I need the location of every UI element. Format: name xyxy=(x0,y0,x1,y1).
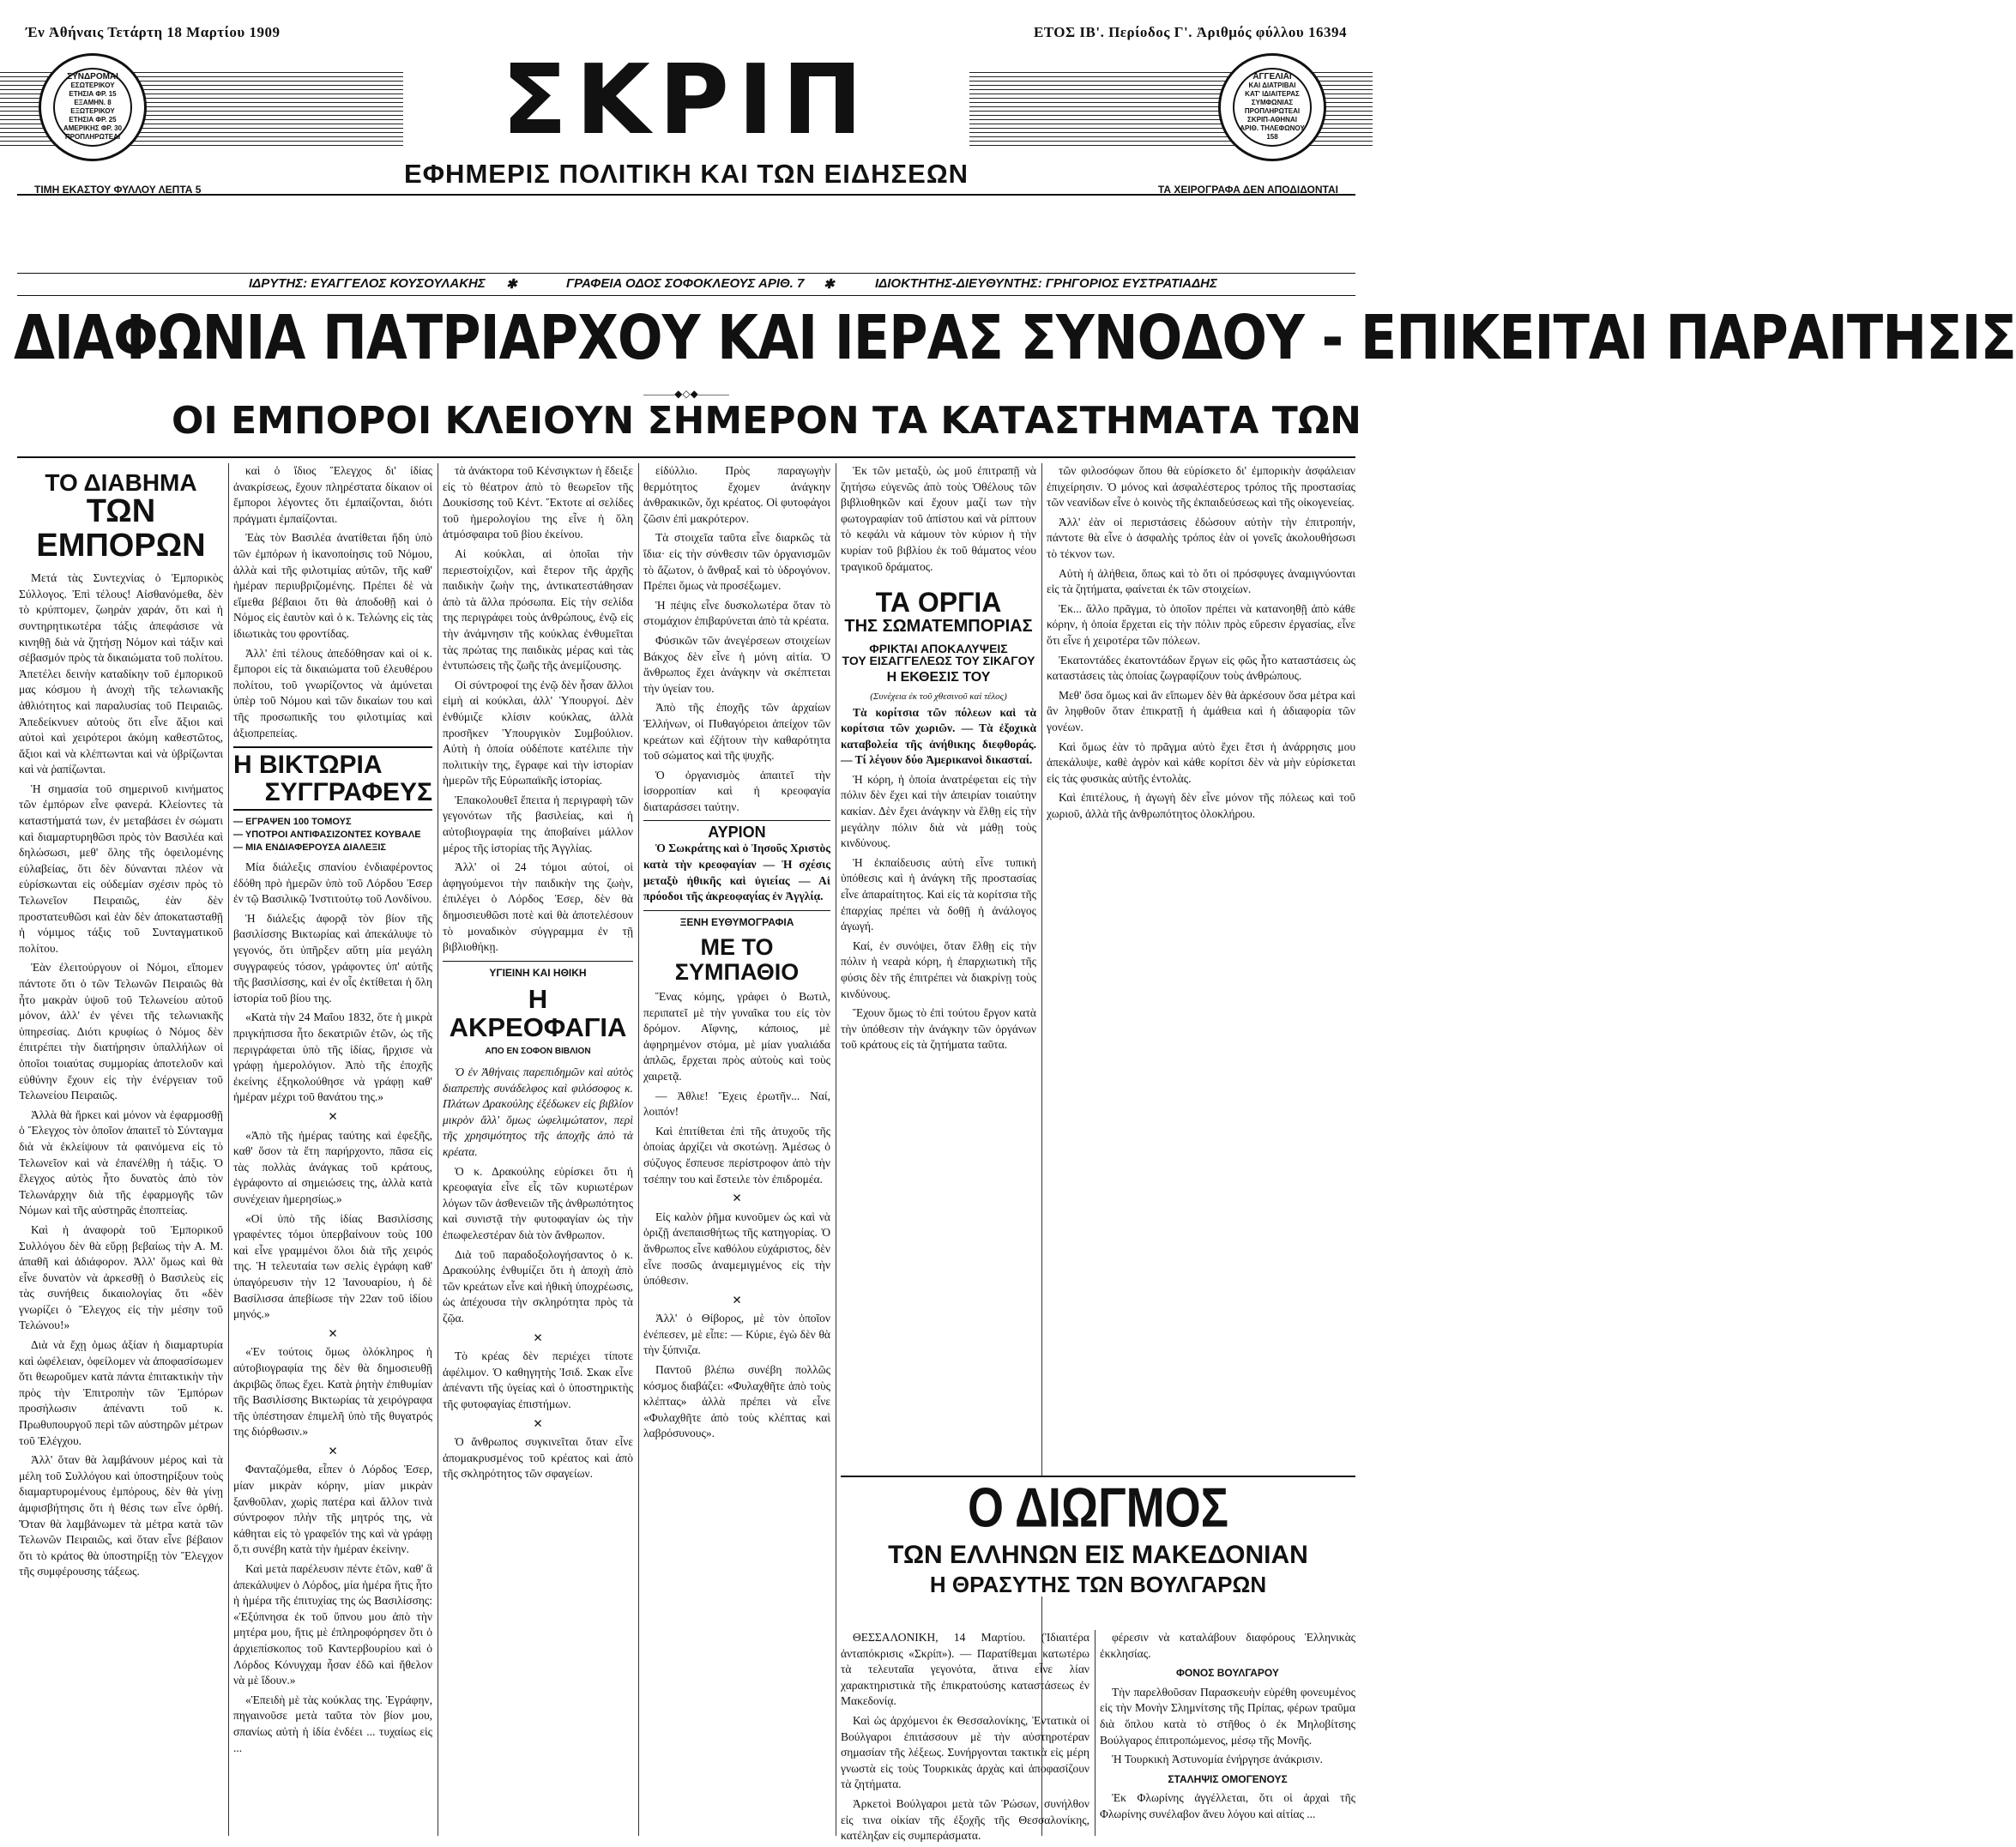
paragraph: Αὐτὴ ἡ ἀλήθεια, ὅπως καὶ τὸ ὅτι οἱ πρόσφυγες ἀναμιγνύονται εἰς τὰ ζητήματα, φαίνεται ἐκ τῶν στοιχείων. xyxy=(1047,566,1355,596)
paragraph: Ἐπακολουθεῖ ἔπειτα ἡ περιγραφὴ τῶν γεγονότων τῆς βασιλείας, καὶ ἡ αὐτοβιογραφία της ἀποβαίνει μάλλον μέρος τῆς ἱστορίας τῆς Ἀγγλίας. xyxy=(443,793,633,854)
macedonia-column-b xyxy=(1100,1630,1355,1836)
paragraph: «Ἐν τούτοις ὅμως ὁλόκληρος ἡ αὐτοβιογραφία της δὲν θὰ δημοσιευθῇ ἀκριβῶς ὅπως ἔχει. Κατὰ ῥητὴν ἐπιθυμίαν τῆς Βασιλίσσης Βικτωρίας τὰ χειρόγραφα τῆς ὑπέστησαν ἐπιμελῆ ὑπὸ τῆς θυγατρός της διόρθωσιν.» xyxy=(233,1345,432,1439)
paragraph: Ἐὰν ἐλειτούργουν οἱ Νόμοι, εἴπομεν πάντοτε ὅτι ὁ τῶν Τελωνῶν Πειραιῶς θὰ ἦτο μακρὰν ὑψοῦ τοῦ Τελωνείου αὐτοῦ μόνον, ἀλλ' ἐν γένει τῆς τελωνιακῆς ὑπηρεσίας. Διότι κρυφίως ὁ Νόμος δὲν ἐπιτρέπει τὴν διατήρησιν ὑπαλλήλων οἱ ὁποῖοι τοιαύτας συμμορίας ἀποτελοῦν καὶ εὐθύνην ἔχουν εἰς τὴν ἐνέργειαν τοῦ Τελωνείου Πειραιῶς. xyxy=(19,961,223,1102)
article-title-orgies: ΤΑ ΟΡΓΙΑ xyxy=(875,587,1002,619)
section-x-mark: ✕ xyxy=(533,1331,543,1344)
macedonia-article xyxy=(841,1476,1355,1597)
continuation-note: (Συνέχεια ἐκ τοῦ χθεσινοῦ καὶ τέλος) xyxy=(870,691,1007,702)
paragraph: Ἀλλ' ἐὰν οἱ περιστάσεις ἐδώσουν αὐτὴν τὴν ἐπιτροπήν, πάντοτε θὰ εἶνε ὁ ἀσφαλὴς τρόπος ἐὰν οἱ γονεῖς ἀκολουθήσωσι τὸ τέκνον των. xyxy=(1047,515,1355,560)
article-title-orgies-2: ΤΗΣ ΣΩΜΑΤΕΜΠΟΡΙΑΣ xyxy=(844,616,1033,636)
section-label-humor: ΞΕΝΗ ΕΥΘΥΜΟΓΡΑΦΙΑ xyxy=(643,910,830,931)
info-rule-top xyxy=(17,273,1355,274)
article-title-victoria: Η ΒΙΚΤΩΡΙΑ xyxy=(233,751,383,780)
paragraph: Ὁ ὀργανισμὸς ἀπαιτεῖ τὴν ἰσορροπίαν καὶ ἡ κρεοφαγία διαταράσσει ταύτην. xyxy=(643,768,830,813)
paragraph: Διὰ νὰ ἔχῃ ὁμως ἀξίαν ἡ διαμαρτυρία καὶ ὠφέλειαν, ὀφείλομεν νὰ ἀποφασίσωμεν ὅτι θεωροῦμεν κατὰ πάντα ἐπιτακτικὴν τὴν πρὸς τὴν Ἐπιτροπὴν τῶν Ἐμπόρων προσήλωσιν ἀπέναντι τοῦ κ. Πρωθυπουργοῦ περὶ τῶν αὐστηρῶν μέτρων τοῦ Ἐλέγχου. xyxy=(19,1338,223,1447)
paragraph: Καὶ ἡ ἀναφορὰ τοῦ Ἐμπορικοῦ Συλλόγου δὲν θὰ εὕρῃ βεβαίως τὴν Α. Μ. ἀπαθῆ καὶ ἀδιάφορον. Ἀλλ' ὅμως καὶ θὰ εἶνε δυνατὸν νὰ ἀρκεσθῇ ὁ Βασιλεὺς εἰς τὰς συνήθεις δικαιολογίας ὅτι «δὲν γνωρίζει ὁ Ἔλεγχος εἰς τὴν μέσην τοῦ Τελώνου!» xyxy=(19,1222,223,1332)
paragraph: «Οἱ ὑπὸ τῆς ἰδίας Βασιλίσσης γραφέντες τόμοι ὑπερβαίνουν τοὺς 100 καὶ εἶνε γραμμένοι ὅλοι διὰ τῆς χειρός της. Ἡ τελευταία των σελὶς ἐγράφη καθ' ὑπαγόρευσιν τὴν 12 Ἰανουαρίου, ἡ δὲ Βασίλισσα ἀπεβίωσε τὴν 22αν τοῦ ἰδίου μηνός.» xyxy=(233,1211,432,1321)
paragraph: Μεθ' ὅσα ὅμως καὶ ἂν εἴπωμεν δὲν θὰ ἀρκέσουν ὅσα μέτρα καὶ ἂν ληφθοῦν ὅταν ἐπικρατῇ ἡ ἀμάθεια καὶ ἡ ἀδιαφορία τῶν γονέων. xyxy=(1047,688,1355,733)
paragraph: Μία διάλεξις σπανίου ἐνδιαφέροντος ἐδόθη πρὸ ἡμερῶν ὑπὸ τοῦ Λόρδου Ἐσερ ἐν τῷ Βασιλικῷ Ἰνστιτούτῳ τοῦ Λονδίνου. xyxy=(233,860,432,906)
paragraph: «Κατὰ τὴν 24 Μαΐου 1832, ὅτε ἡ μικρὰ πριγκήπισσα ἦτο δεκατριῶν ἐτῶν, ὡς τῆς περιγράφεται ὑπὸ τῆς ἰδίας, ἤρχισε νὰ γράφῃ ἡμερολόγιον. Ἀπὸ τῆς ἐποχῆς ἐκείνης ἐξηκολούθησε νὰ γράφῃ καθ' ἡμέραν μέχρι τοῦ θανάτου της.» xyxy=(233,1011,432,1104)
section-x-mark: ✕ xyxy=(533,1416,543,1430)
paragraph: καὶ ὁ ἴδιος Ἔλεγχος δι' ἰδίας ἀνακρίσεως, ἔχουν πληρέστατα δίκαιον οἱ ἔμποροι λέγοντες ὅτι ἐμπαίζονται, διότι πράγματι ἐμπαίζονται. xyxy=(233,464,432,525)
article-sub-prosecutor: ΤΟΥ ΕΙΣΑΓΓΕΛΕΩΣ ΤΟΥ ΣΙΚΑΓΟΥ xyxy=(842,654,1035,668)
newspaper-title: ΣΚΡΙΠ xyxy=(501,45,872,156)
paragraph: Φανταζόμεθα, εἶπεν ὁ Λόρδος Ἐσερ, μίαν μικρὰν κόρην, μίαν μικρὰν ξανθοῦλαν, χωρὶς πατέρα καὶ ἄλλον τινὰ σύντροφον πλὴν τῆς μητρός της, νὰ κάθηται εἰς τὸ γραφεῖόν της καὶ νὰ γράφῃ ὅ,τι συνέβη κατὰ τὴν ἡμέραν ἐκείνην. xyxy=(233,1463,432,1556)
paragraph: Ἀλλ' ἐπὶ τέλους ἀπεδόθησαν καὶ οἱ κ. ἔμποροι εἰς τὰ δικαιώματα τοῦ ἐλευθέρου πολίτου, τοῦ γνωρίζοντος νὰ ἀμύνεται ὑπὲρ τοῦ Νόμου καὶ τῶν δικαίων του καὶ τῆς προσωπικῆς του φιλοτιμίας καὶ ἀξιοπρεπείας. xyxy=(233,646,432,739)
date-line: Έν Ἀθήναις Τετάρτη 18 Μαρτίου 1909 xyxy=(26,24,281,40)
paragraph: «Ἀπὸ τῆς ἡμέρας ταύτης καὶ ἐφεξῆς, καθ' ὅσον τὰ ἔτη παρήρχοντο, πᾶσα εἰς τὰς πολλὰς ἀνάγκας τοῦ κράτους, ἐγράφοντο αἱ σημειώσεις της, ἀλλὰ κατὰ συνέχειαν ἡμερησίως.» xyxy=(233,1128,432,1205)
paragraph: Ἡ κόρη, ἡ ὁποία ἀνατρέφεται εἰς τὴν πόλιν δὲν ἔχει καὶ τὴν ἀπειρίαν τοιαύτην κακίαν. Δὲν ἔχει ἀνάγκην νὰ ἔλθῃ εἰς τὴν μεγάλην πόλιν διὰ νὰ μάθῃ τοὺς κινδύνους. xyxy=(841,772,1036,850)
paragraph: Ὁ ἐν Ἀθήναις παρεπιδημῶν καὶ αὐτὸς διαπρεπὴς συνάδελφος καὶ φιλόσοφος κ. Πλάτων Δρακούλης ἐξέδωκεν εἰς βιβλίον μικρὸν ἄλλ' ὅμως ὠφελιμώτατον, περὶ τῆς χρησιμότητος τῆς ἀποχῆς ἀπὸ τὰ κρέατα. xyxy=(443,1065,633,1159)
section-label-murder: ΦΟΝΟΣ ΒΟΥΛΓΑΡΟΥ xyxy=(1176,1667,1279,1680)
offices-label: ΓΡΑΦΕΙΑ ΟΔΟΣ ΣΟΦΟΚΛΕΟΥΣ ΑΡΙΘ. 7 xyxy=(566,276,805,291)
bullet-item: — ΕΓΡΑΨΕΝ 100 ΤΟΜΟΥΣ xyxy=(233,817,352,828)
paragraph: τὰ ἀνάκτορα τοῦ Κένσιγκτων ἡ ἔδειξε εἰς τὸ θέατρον ἀπὸ τὸ θεωρεῖον τῆς Δουκίσσης τοῦ Κέντ. Ἔκτοτε αἱ σελίδες τοῦ ἡμερολογίου της εἶνε ἡ ὅλη ἀτμόσφαιρα τοῦ βίου ἐκείνου. xyxy=(443,464,633,541)
star-separator: ✱ xyxy=(506,277,517,292)
tomorrow-label: ΑΥΡΙΟΝ xyxy=(643,820,830,841)
paragraph: Καὶ ἐπιτέλους, ἡ ἀγωγὴ δὲν εἶνε μόνον τῆς πόλεως καὶ τοῦ χωριοῦ, ἀλλὰ τῆς ἀνθρωπότητος ὁλοκλήρου. xyxy=(1047,791,1355,820)
article-sub-revelations: ΦΡΙΚΤΑΙ ΑΠΟΚΑΛΥΨΕΙΣ xyxy=(869,641,1008,655)
paragraph: Καί, ἐν συνόψει, ὅταν ἔλθῃ εἰς τὴν πόλιν ἡ νεαρὰ κόρη, ἡ ἐπαρχιωτικὴ τῆς φύσις δὲν τῆς ἐπιτρέπει νὰ διακρίνῃ τοὺς κινδύνους. xyxy=(841,939,1036,1000)
owner-label: ΙΔΙΟΚΤΗΤΗΣ-ΔΙΕΥΘΥΝΤΗΣ: ΓΡΗΓΟΡΙΟΣ ΕΥΣΤΡΑΤΙΑΔΗΣ xyxy=(875,276,1217,291)
ornament-divider: ———◆◇◆——— xyxy=(643,388,729,400)
paragraph: Ἀρκετοὶ Βούλγαροι μετὰ τῶν Ῥώσων, συνήλθον εἰς τινα οἰκίαν τῆς ἐξοχῆς τῆς Θεσσαλονίκης, κατέληξαν εἰς συμπεράσματα. xyxy=(841,1796,1089,1843)
paragraph: Καὶ μετὰ παρέλευσιν πέντε ἐτῶν, καθ' ἃ ἀπεκάλυψεν ὁ Λόρδος, μία ἡμέρα ἥτις ἦτο ἡ ἡμέρα τῆς ἐπιτυχίας της ὡς Βασιλίσσης: «Ἐξύπνησα ἐκ τοῦ ὕπνου μου ἀπὸ τὴν μητέρα μου, ἥτις μὲ ἐπληροφόρησεν ὅτι ὁ ἀρχιεπίσκοπος τοῦ Καντερβουρίου καὶ ὁ Λόρδος Κόνυγχαμ ἦσαν ἐδῶ καὶ ἤθελον νὰ μὲ ἴδουν.» xyxy=(233,1562,432,1687)
article-title-traders: ΤΟ ΔΙΑΒΗΜΑ xyxy=(45,469,197,496)
paragraph: Διὰ τοῦ παραδοξολογήσαντος ὁ κ. Δρακούλης ἐνθυμίζει ὅτι ἡ ἀποχὴ ἀπὸ τῶν κρεάτων εἶνε καὶ ἠθικὴ ὑποχρέωσις, ὡς ἀπέχουσα τὴν σκληρότητα πρὸς τὰ ζῷα. xyxy=(443,1247,633,1325)
paragraph: Τὰ στοιχεῖα ταῦτα εἶνε διαρκῶς τὰ ἴδια· εἰς τὴν σύνθεσιν τῶν ὀργανισμῶν τὸ ἄζωτον, ὁ ἄνθραξ καὶ τὸ ὑδρογόνον. Πρέπει ὅμως νὰ προσέξωμεν. xyxy=(643,531,830,593)
paragraph: Ἐκ Φλωρίνης ἀγγέλλεται, ὅτι οἱ ἀρχαὶ τῆς Φλωρίνης συνέλαβον ἄνευ λόγου καὶ αἰτίας ... xyxy=(1100,1791,1355,1820)
paragraph: Ἡ διάλεξις ἀφορᾷ τὸν βίον τῆς βασιλίσσης Βικτωρίας καὶ ἀπεκάλυψε τὸ γεγονός, ὅτι ὑπῆρξεν αὕτη μία μεγάλη συγγραφεύς τόσον, γράφοντες ὑπ' αὐτῆς τῆς βασιλίσσης, καὶ ἐν οἷς ἐκτίθεται ἡ ὅλη ἱστορία τοῦ βίου της. xyxy=(233,911,432,1005)
paragraph: Τὸ κρέας δὲν περιέχει τίποτε ἀφέλιμον. Ὁ καθηγητὴς Ἰσιδ. Σκακ εἶνε ἀπέναντι τῆς ὑγείας καὶ ὁ ὑποστηρικτὴς τῆς φυτοφαγίας ἐπιστήμων. xyxy=(443,1349,633,1410)
column-divider xyxy=(638,463,639,1836)
header-rule xyxy=(17,194,1355,196)
section-x-mark: ✕ xyxy=(732,1293,742,1307)
paragraph: Ἐὰς τὸν Βασιλέα ἀνατίθεται ἤδη ὑπὸ τῶν ἐμπόρων ἡ ἱκανοποίησις τοῦ Νόμου, ἀλλὰ καὶ τῆς φιλοτιμίας αὐτῶν, τῆς καθ' ἡμέραν περιυβριζομένης. Πρέπει δὲ νὰ εἴμεθα βέβαιοι ὅτι θὰ ἀποδοθῇ καὶ ὁ Νόμος εἰς ἑαυτὸν καὶ ὁ κ. Τελώνης εἰς τὰς ἰδιωτικὰς του φροντίδας. xyxy=(233,531,432,640)
paragraph: Ἀλλὰ θὰ ἤρκει καὶ μόνον νὰ ἐφαρμοσθῇ ὁ Ἔλεγχος τὸν ὁποῖον ἀπαιτεῖ τὸ Σύνταγμα διὰ νὰ ἐκλείψουν τὰ φαινόμενα εἰς τὸ Τελωνεῖον καὶ νὰ ἐπανέλθῃ ἡ τάξις. Ὁ ἔλεγχος αὐτὸς ἦτο δυνατὸς ἀπὸ τὸν Τελωνάρχην διὰ τῆς ἐφαρμογῆς τῶν Νόμων καὶ τῆς αὐστηρᾶς ἐποπτείας. xyxy=(19,1108,223,1217)
paragraph: ΘΕΣΣΑΛΟΝΙΚΗ, 14 Μαρτίου. (Ἰδιαιτέρα ἀνταπόκρισις «Σκρίπ»). — Παρατίθεμαι κατωτέρω τὰ τελευταῖα γεγονότα, ἅτινα εἶνε λίαν χαρακτηριστικὰ τῆς ἐπικρατούσης καταστάσεως ἐν Μακεδονίᾳ. xyxy=(841,1631,1089,1708)
paragraph: Ἔχουν ὅμως τὸ ἐπὶ τούτου ἔργον κατὰ τὴν ὑπόθεσιν τὴν ἀνάγκην τῶν ὀργάνων τοῦ κράτους εἰς τὰ ζητήματα ταῦτα. xyxy=(841,1006,1036,1052)
issue-line: ΕΤΟΣ ΙΒ'. Περίοδος Γ'. Ἀριθμός φύλλου 16394 xyxy=(1033,24,1347,40)
manuscripts-label: ΤΑ ΧΕΙΡΟΓΡΑΦΑ ΔΕΝ ΑΠΟΔΙΔΟΝΤΑΙ xyxy=(1157,184,1338,196)
macedonia-column-a xyxy=(841,1630,1089,1843)
article-title-persecution: Ο ΔΙΩΓΜΟΣ xyxy=(968,1476,1228,1539)
paragraph: Ἡ Τουρκικὴ Ἀστυνομία ἐνήργησε ἀνάκρισιν. xyxy=(1112,1753,1323,1766)
advertisements-stamp: ΑΓΓΕΛΙΑΙ ΚΑΙ ΔΙΑΤΡΙΒΑΙ ΚΑΤ' ΙΔΙΑΙΤΕΡΑΣ ΣΥΜΦΩΝΙΑΣ ΠΡΟΠΛΗΡΩΤΕΑΙ ΣΚΡΙΠ-ΑΘΗΝΑΙ ΑΡΙΘ. ΤΗΛΕΦΩΝΟΥ 158 xyxy=(1218,53,1326,161)
paragraph: Παντοῦ βλέπω συνέβη πολλῶς κόσμος διαβάζει: «Φυλαχθῆτε ἀπὸ τοὺς κλέπτας» ἀλλὰ πρέπει νὰ εἶνε «Φυλαχθῆτε ἀπὸ τοὺς κλέπτας καὶ λαβρόσυνους». xyxy=(643,1363,830,1440)
subscriptions-stamp: ΣΥΝΔΡΟΜΑΙ ΕΣΩΤΕΡΙΚΟΥ ΕΤΗΣΙΑ ΦΡ. 15 ΕΞΑΜΗΝ. 8 ΕΞΩΤΕΡΙΚΟΥ ΕΤΗΣΙΑ ΦΡ. 25 ΑΜΕΡΙΚΗΣ ΦΡ. 30 ΠΡΟΠΛΗΡΩΤΕΑΙ xyxy=(39,53,147,161)
paragraph: Καὶ ἐπιτίθεται ἐπὶ τῆς ἀτυχοῦς τῆς ὁποίας ἀρχίζει νὰ σκοτώνῃ. Ἀμέσως ὁ σύζυγος ἔσπευσε περίστροφον ἀπὸ τὴν τσέπην του καὶ ἔστειλε τὸν ἐπιδρομέα. xyxy=(643,1124,830,1186)
section-x-mark: ✕ xyxy=(328,1326,338,1340)
paragraph: φέρεσιν νὰ καταλάβουν διαφόρους Ἑλληνικὰς ἐκκλησίας. xyxy=(1100,1631,1355,1660)
paragraph: Φύσικῶν τῶν ἀνεγέρσεων στοιχείων Βάκχος δὲν εἶνε ἡ μόνη αἰτία. Ὁ ἄνθρωπος ἔχει ἀνάγκην νὰ σκέπτεται τὴν ὑγείαν του. xyxy=(643,633,830,695)
paragraph: Ἀπὸ τῆς ἐποχῆς τῶν ἀρχαίων Ἑλλήνων, οἱ Πυθαγόρειοι ἀπείχον τῶν κρεάτων καὶ ἐζήτουν τὴν καθαρότητα τοῦ σώματος καὶ τῆς ψυχῆς. xyxy=(643,701,830,763)
paragraph: Ἡ πέψις εἶνε δυσκολωτέρα ὅταν τὸ στομάχιον ἐπιβαρύνεται ἀπὸ τὰ κρέατα. xyxy=(643,598,830,628)
lead-paragraph: Τὰ κορίτσια τῶν πόλεων καὶ τὰ κορίτσια τῶν χωριῶν. — Τὰ ἐξοχικὰ καταβολεία τῆς ἀνήθικης διεφθοράς. — Τί λέγουν δύο Ἀμερικανοὶ δικασταί. xyxy=(841,705,1036,767)
victoria-bullets xyxy=(233,816,432,854)
column-divider xyxy=(228,463,229,1836)
paragraph: Εἰς καλὸν ῥῆμα κυνοῦμεν ὡς καὶ νὰ ὁριζῇ ἀνεπαισθήτως τῆς κατηγορίας. Ὁ ἄνθρωπος εἶνε καθόλου εὐχάριστος, δὲν εἶνε ποσῶς ἀναμεμιγμένος εἰς τὴν ὑπόθεσιν. xyxy=(643,1210,830,1288)
bullet-item: — ΜΙΑ ΕΝΔΙΑΦΕΡΟΥΣΑ ΔΙΑΛΕΞΙΣ xyxy=(233,842,386,854)
paragraph: Ἀλλ' οἱ 24 τόμοι αὐτοί, οἱ ἀφηγούμενοι τὴν παιδικὴν της ζωὴν, ἐπιλέγει ὁ Λόρδος Ἐσερ, δὲν θὰ δημοσιευθῶσι ποτὲ καὶ θὰ ἀποτελέσουν τὸ μοναδικὸν σύγγραμμα ἐν τῇ βιβλιοθήκῃ. xyxy=(443,860,633,954)
article-title-sympathy: ΜΕ ΤΟ ΣΥΜΠΑΘΙΟ xyxy=(674,934,800,985)
paragraph: Ἕνας κόμης, γράφει ὁ Βωτιλ, περιπατεῖ μὲ τὴν γυναῖκα του εἰς τὸν δρόμον. Αἴφνης, κάποιος, μὲ ἀφηρημένον στόμα, μὲ μίαν γυαλιάδα ἁπλῶς, ἔρχεται πρὸς αὐτοὺς καὶ τοὺς χαιρετᾷ. xyxy=(643,990,830,1083)
column-6 xyxy=(1047,463,1355,1476)
column-1 xyxy=(19,463,223,1836)
paragraph: Ἡ ἐκπαίδευσις αὐτὴ εἶνε τυπική ὑπόθεσις καὶ ἡ ἀνάγκη τῆς προστασίας εἶνε ἀπαραίτητος. Καὶ εἰς τὰ κορίτσια τῆς ἐπαρχίας πρέπει νὰ δοθῇ ἡ ἀνάλογος ἀγωγή. xyxy=(841,855,1036,933)
bullet-item: — ΥΠΟΤΡΟΙ ΑΝΤΙΦΑΣΙΖΟΝΤΕΣ ΚΟΥΒΑΛΕ xyxy=(233,830,421,841)
column-4 xyxy=(643,463,830,1836)
paragraph: Ἐκατοντάδες ἐκατοντάδων ἔργων εἰς φῶς ἦτο καταστάσεις ὡς καταστάσεις τὰς ὁποίας ζωγραφίζουν τοὺς ἀνθρώπους. xyxy=(1047,653,1355,683)
headline-rule xyxy=(17,456,1355,458)
section-x-mark: ✕ xyxy=(328,1444,338,1458)
paragraph: Οἱ σύντροφοί της ἐνῷ δὲν ἦσαν ἄλλοι εἰμὴ αἱ κούκλαι, ἀλλ' Ὑπουργοί. Δὲν ἐνθύμιζε κλίσιν κούκλας, ἀλλὰ προσῆκεν Ὑπουργικὸν Συμβούλιον. Αὐτὴ ἡ ὁποία οὐδέποτε κατέλιπε τὴν πολιτικὴν της, ἔγραφε καὶ τὴν ἱστορίαν ἡμερῶν τῆς Εὐρωπαϊκῆς ἱστορίας. xyxy=(443,678,633,788)
paragraph: Ἀλλ' ὁ Θίβορος, μὲ τὸν ὁποῖον ἐνέπεσεν, μὲ εἶπε: — Κύριε, ἐγὼ δὲν θὰ τὴν ξύπνιζα. xyxy=(643,1312,830,1357)
paragraph: Ἐκ... ἄλλο πρᾶγμα, τὸ ὁποῖον πρέπει νὰ κατανοηθῇ ἀπὸ κάθε κόρην, ἡ ὁποία ἔρχεται εἰς τὴν πόλιν πρὸς εὕρεσιν ἐργασίας, εἶνε ὅτι εἶνε ἡ χειροτέρα τῶν πόλεων. xyxy=(1047,601,1355,647)
founder-label: ΙΔΡΥΤΗΣ: ΕΥΑΓΓΕΛΟΣ ΚΟΥΣΟΥΛΑΚΗΣ xyxy=(249,276,486,291)
paragraph: Ὁ ἄνθρωπος συγκινεῖται ὅταν εἶνε ἀπομακρυσμένος τοῦ κρέατος καὶ ἀπὸ τῆς σκληρότητος τῶν σφαγείων. xyxy=(443,1435,633,1481)
paragraph: Καὶ ὡς ἀρχόμενοι ἐκ Θεσσαλονίκης, Ἐντατικὰ οἱ Βούλγαροι ἐπιτάσσουν μὲ τὴν αὐστηροτέραν σημασίαν τῆς λέξεως. Συνήργονται τακτικὰ εἰς μέρη γνωστὰ εἰς τοὺς Τουρκικὰς ἀρχὰς καὶ ἀποφασίζουν τὰ ζητήματα. xyxy=(841,1713,1089,1791)
newspaper-subtitle: ΕΦΗΜΕΡΙΣ ΠΟΛΙΤΙΚΗ ΚΑΙ ΤΩΝ ΕΙΔΗΣΕΩΝ xyxy=(403,159,969,189)
paragraph: Ἐκ τῶν μεταξὺ, ὡς μοῦ ἐπιτραπῇ νὰ ζητήσω εὐγενῶς ἀπὸ τοὺς Ὁθέλους τῶν βιβλιοθηκῶν καὶ ἔχουν μαζί των τὴν φωτογραφίαν τοῦ ἀπίστου καὶ νὰ ρίπτουν τὸ κεφάλι νὰ κάμουν τὸν κύριον ἡ τὴν κυρίαν τοῦ βιβλίου ἐκ τοῦ θάματος νέου τραγικοῦ δράματος. xyxy=(841,464,1036,573)
paragraph: Ὁ κ. Δρακούλης εὑρίσκει ὅτι ἡ κρεοφαγία εἶνε εἷς τῶν κυριωτέρων λόγων τῶν ἀσθενειῶν τῆς ἀνθρωπότητος καὶ συνιστᾷ τὴν φυτοφαγίαν ὡς τὴν ἐπωφελεστέραν διὰ τὸν ἄνθρωπον. xyxy=(443,1164,633,1242)
paragraph: «Ἐπειδὴ μὲ τὰς κούκλας της. Ἐγράφην, πηγαινοῦσε μετὰ ταῦτα τὸν βίον μου, σπανίως αὐτὴ ἡ ἰδία ἐνδέει ... τυχαίως εἰς ... xyxy=(233,1693,432,1754)
paragraph: — Ἀθλιε! Ἔχεις ἐρωτῆν... Ναί, λοιπόν! xyxy=(643,1089,830,1119)
paragraph: εἰδύλλιο. Πρὸς παραγωγὴν θερμότητος ἔχομεν ἀνάγκην ἀνθρακικῶν, ὄχι κρέατος. Οἱ φυτοφάγοι ζῶσιν ἐπὶ μακρότερον. xyxy=(643,464,830,525)
star-separator: ✱ xyxy=(824,277,835,292)
tomorrow-text: Ὁ Σωκράτης καὶ ὁ Ἰησοῦς Χριστὸς κατὰ τὴν κρεοφαγίαν — Ἡ σχέσις μεταξὺ ἠθικῆς καὶ ὑγιείας — Αἱ πρόοδοι τῆς ἀκρεοφαγίας ἐν Ἀγγλίᾳ. xyxy=(643,842,830,903)
paragraph: Ἀλλ' ὅταν θὰ λαμβάνουν μέρος καὶ τὰ μέλη τοῦ Συλλόγου καὶ ὑποστηρίξουν τοὺς διαμαρτυρομένους ἐμπόρους, δὲν θὰ γίνῃ ἀμφισβήτησις ὅτι ἡ θέσις των εἶνε ὀρθή. Ὅταν θὰ λαμβάνωμεν τὰ μέτρα κατὰ τῶν Τελωνῶν Πειραιῶς, καὶ ὅταν εἶνε βέβαιον ὅτι τὸ κράτος θὰ ὑποστηρίξῃ τὸν Ἔλεγχον τῆς συμφέρουσης τάξεως. xyxy=(19,1453,223,1578)
paragraph: Καὶ ὅμως ἐὰν τὸ πρᾶγμα αὐτὸ ἔχει ἔτσι ἡ ἀνάρρησις μου ἀπεκάλυψε, καθὲ ἀγρὸν καὶ κάθε κορίτσι δὲν νὰ μὴν εὑρίσκεται εἰς τὰς φυσικὰς αὐτῆς ἐντολὰς. xyxy=(1047,739,1355,785)
column-2 xyxy=(233,463,432,1836)
article-title-vegetarianism: Η ΑΚΡΕΟΦΑΓΙΑ xyxy=(449,984,627,1042)
article-title-victoria-2: ΣΥΓΓΡΑΦΕΥΣ xyxy=(264,777,432,806)
paragraph: Μετά τὰς Συντεχνίας ὁ Ἐμπορικὸς Σύλλογος. Ἐπὶ τέλους! Αἰσθανόμεθα, δὲν τὸ κρύπτομεν, ζωηρὰν χαράν, ὅτι καὶ ἡ συντηρητικωτέρα τάξις ἀπεφάσισε νὰ κινηθῇ διὰ νὰ ζητήσῃ Νόμον καὶ τάξιν καὶ σέβασμόν πρὸς τὰ δικαιώματα τοῦ πολίτου. Ἀπετέλει δεινὴν καταδίκην τοῦ ἐμπορικοῦ μας κόσμου ἡ ἀνοχὴ τῆς τελωνιακῆς ἀθλιότητος καὶ παραλυσίας τοῦ Πειραιῶς. Ἀπεδείκνυεν αὐτοὺς ὅτι εἶνε ἄξιοι καὶ αὐτοὶ καὶ χειρότεροι ἀκόμη καθεστῶτος, ἄξιοι καὶ νὰ κλέπτωνται καὶ νὰ ὑβρίζωνται καὶ νὰ ῥαπίζωνται. xyxy=(19,571,223,776)
price-label: ΤΙΜΗ ΕΚΑΣΤΟΥ ΦΥΛΛΟΥ ΛΕΠΤΑ 5 xyxy=(34,184,202,196)
article-title-persecution-2: ΤΩΝ ΕΛΛΗΝΩΝ ΕΙΣ ΜΑΚΕΔΟΝΙΑΝ xyxy=(888,1540,1308,1569)
article-sub-report: Η ΕΚΘΕΣΙΣ ΤΟΥ xyxy=(886,670,991,685)
article-title-traders-2: ΤΩΝ ΕΜΠΟΡΩΝ xyxy=(36,493,206,564)
column-divider xyxy=(1095,1630,1096,1836)
section-x-mark: ✕ xyxy=(732,1192,742,1205)
paragraph: τῶν φιλοσόφων ὅπου θὰ εὑρίσκετο δι' ἐμπορικὴν ἀσφάλειαν ἐπιχείρησιν. Ὁ μόνος καὶ ἀσφαλέστερος τρόπος τῆς προστασίας τῶν νεανίδων εἶνε ὁ κοινὸς τῆς ἐκπαιδεύσεως καὶ τῆς οἰκογενείας. xyxy=(1047,464,1355,510)
paragraph: Αἱ κούκλαι, αἱ ὁποῖαι τὴν περιεστοίχιζον, καὶ ἕτερον τῆς ἀρχῆς παιδικὴν ζωὴν της, ἀντικατεστάθησαν ἀπὸ τὰ ἄλλα πρόσωπα. Εἰς τὴν σελίδα της περιγράφει τοὺς ἀνθρώπους, ἐνῷ εἰς τὴν ἀνάμνησιν τῆς κούκλας ἐνθυμεῖται τὰς πρώτας της παιδικὰς μέρας καὶ τὰς ἐντυπώσεις τῆς ζωῆς τῆς ἀνεμίζουσης. xyxy=(443,546,633,673)
main-headline: ΔΙΑΦΩΝΙΑ ΠΑΤΡΙΑΡΧΟΥ ΚΑΙ ΙΕΡΑΣ ΣΥΝΟΔΟΥ - ΕΠΙΚΕΙΤΑΙ ΠΑΡΑΙΤΗΣΙΣ xyxy=(14,301,2016,374)
section-label-health: ΥΓΙΕΙΝΗ ΚΑΙ ΗΘΙΚΗ xyxy=(443,961,633,981)
paragraph: Τὴν παρελθοῦσαν Παρασκευὴν εὑρέθη φονευμένος εἰς τὴν Μονὴν Σλημνίτσης τῆς Πρίπας, φέρων τραῦμα διὰ ὅπλου κατὰ τὸ στῆθος ὁ ἐκ Μηλοβίτσης Βούλγαρος ἐπιτροπώμενος, μέσῳ τῆς Μονῆς. xyxy=(1100,1685,1355,1747)
section-label-arrest: ΣΤΑΛΗΨΙΣ ΟΜΟΓΕΝΟΥΣ xyxy=(1168,1772,1288,1785)
article-title-persecution-3: Η ΘΡΑΣΥΤΗΣ ΤΩΝ ΒΟΥΛΓΑΡΩΝ xyxy=(929,1572,1267,1598)
article-subtitle-book: ΑΠΟ ΕΝ ΣΟΦΟΝ ΒΙΒΛΙΟΝ xyxy=(485,1046,591,1056)
section-x-mark: ✕ xyxy=(328,1110,338,1123)
second-headline: ΟΙ ΕΜΠΟΡΟΙ ΚΛΕΙΟΥΝ ΣΗΜΕΡΟΝ ΤΑ ΚΑΤΑΣΤΗΜΑΤΑ ΤΩΝ xyxy=(172,399,1361,443)
victoria-header xyxy=(233,746,432,811)
paragraph: Ἡ σημασία τοῦ σημερινοῦ κινήματος τῶν ἐμπόρων εἶνε φανερά. Κλείοντες τὰ καταστήματά των, ἐν μεταβάσει ἐν σώματι καὶ διαμαρτυρηθῶσι πρὸς τὸν Βασιλέα καὶ δηλώσωσι, μεθ' ὅλης τῆς ὀφειλομένης εὐλαβείας, ὅτι δὲν δύνανται πλέον νὰ εὑρίσκωνται εἰς οὐδεμίαν σχέσιν πρὸς τὸ Τελωνεῖον Πειραιῶς, ἐὰν δὲν προστατευθῶσι καὶ ἐὰν δὲν ἀποκατασταθῇ ἡ νόμιμος τάξις τοῦ Συνταγματικοῦ πολίτου. xyxy=(19,782,223,955)
column-3 xyxy=(443,463,633,1836)
